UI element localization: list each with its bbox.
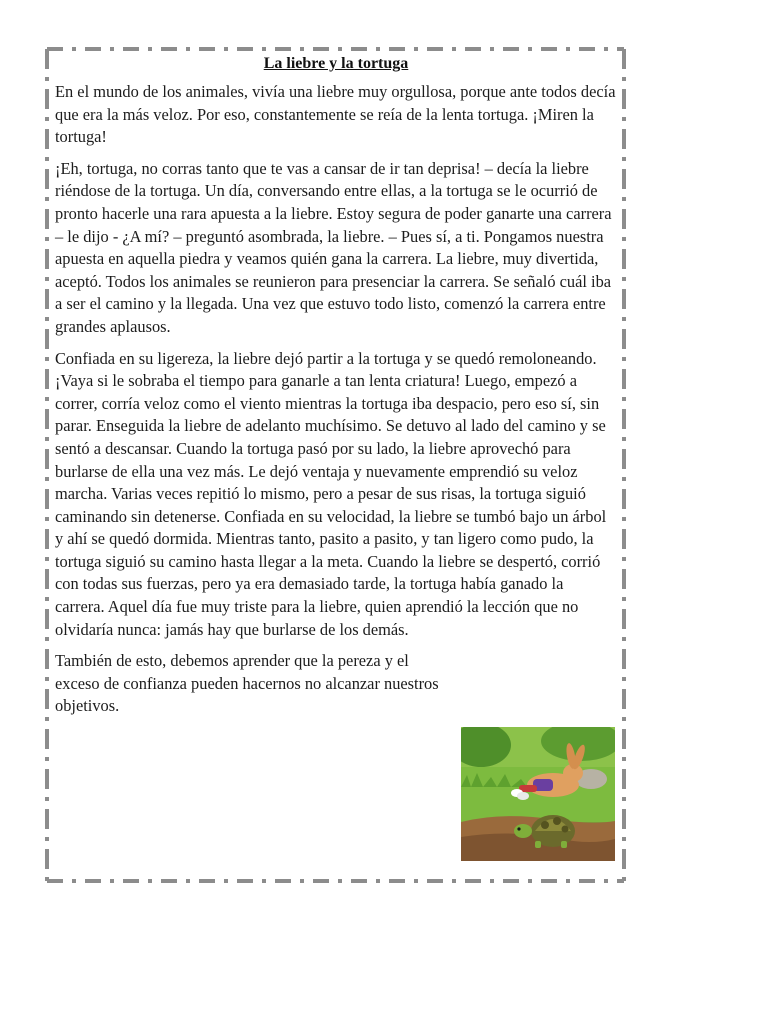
story-title: La liebre y la tortuga <box>263 55 409 72</box>
story-paragraph-moral: También de esto, debemos aprender que la pereza y el exceso de confianza pueden hacernos no alcanzar nuestros objetivos. <box>55 651 439 716</box>
story-paragraph-2: ¡Eh, tortuga, no corras tanto que te vas a cansar de ir tan deprisa! – decía la liebre riéndose de la tortuga. Un día, conversando entre ellas, a la tortuga se le ocurrió de pronto hacerle una rara apuesta a la liebre. Estoy segura de poder ganarte una carrera – le dijo - ¿A mí? – preguntó asombrada, la liebre. – Pues sí, a ti. Pongamos nuestra apuesta en aquella piedra y veamos quién gana la carrera. La liebre, muy divertida, aceptó. Todos los animales se reunieron para presenciar la carrera. Se señaló cuál iba a ser el camino y la llegada. Una vez que estuvo todo listo, comenzó la carrera entre grandes aplausos. <box>55 158 612 336</box>
story-paragraph-1: En el mundo de los animales, vivía una liebre muy orgullosa, porque ante todos decía que era la más veloz. Por eso, constantemente se reía de la lenta tortuga. ¡Miren la tortuga! <box>55 82 616 147</box>
story-paragraph-3: Confiada en su ligereza, la liebre dejó partir a la tortuga y se quedó remoloneando. ¡Vaya si le sobraba el tiempo para ganarle a tan lenta criatura! Luego, empezó a correr, corría veloz como el viento mientras la tortuga iba despacio, pero eso sí, sin parar. Enseguida la liebre de adelanto muchísimo. Se detuvo al lado del camino y se sentó a descansar. Cuando la tortuga pasó por su lado, la liebre aprovechó para burlarse de ella una vez más. Le dejó ventaja y nuevamente emprendió su veloz marcha. Varias veces repitió lo mismo, pero a pesar de sus risas, la tortuga siguió caminando sin detenerse. Confiada en su velocidad, la liebre se tumbó bajo un árbol y ahí se quedó dormida. Mientras tanto, pasito a pasito, y tan ligero como pudo, la tortuga siguió su camino hasta llegar a la meta. Cuando la liebre se despertó, corrió con todas sus fuerzas, pero ya era demasiado tarde, la tortuga había ganado la carrera. Aquel día fue muy triste para la liebre, quien aprendió la lección que no olvidaría nunca: jamás hay que burlarse de los demás. <box>55 348 607 639</box>
hare-tortoise-illustration <box>461 727 615 861</box>
story-document <box>55 53 617 727</box>
hare-sleeping-tortoise-illustration <box>461 727 615 861</box>
